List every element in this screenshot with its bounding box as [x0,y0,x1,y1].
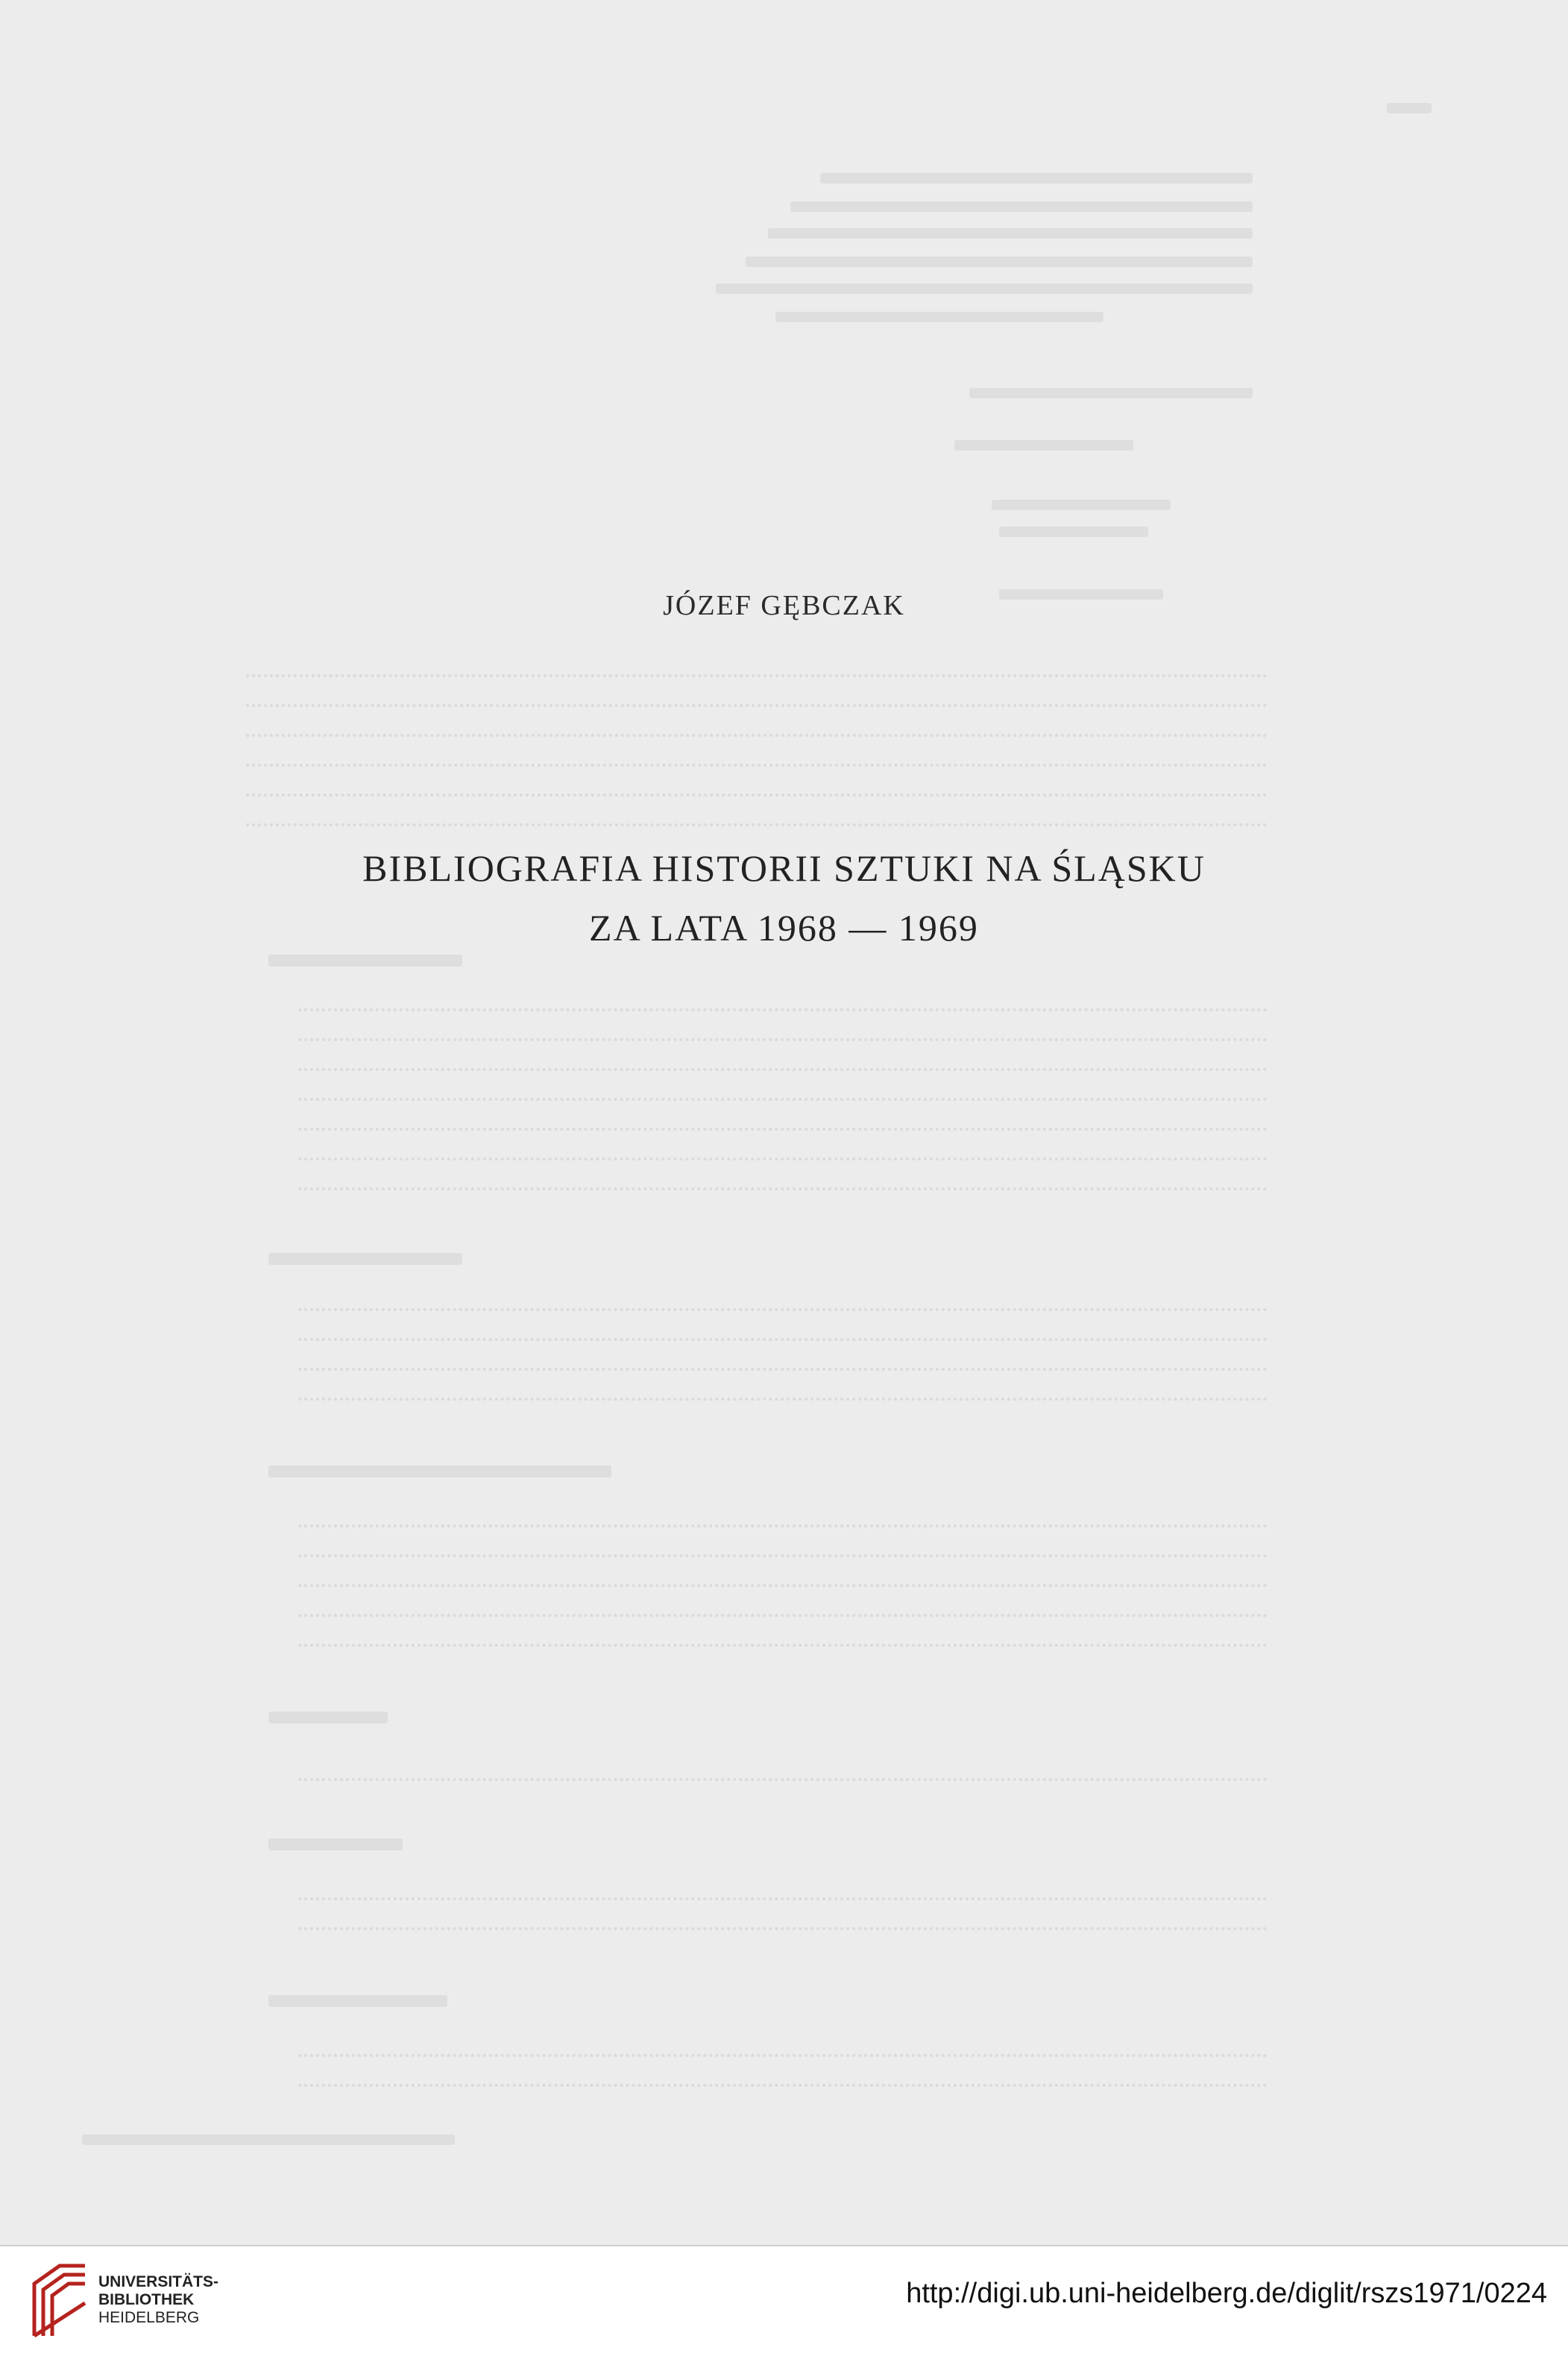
author-name: JÓZEF GĘBCZAK [663,590,905,621]
document-title-line-2: ZA LATA 1968 — 1969 [589,907,979,949]
library-logo-text[interactable] [98,2273,218,2327]
logo-line-1: UNIVERSITÄTS- [98,2273,219,2290]
logo-line-3: HEIDELBERG [98,2309,200,2326]
library-logo-icon[interactable] [30,2263,91,2340]
library-footer [0,2245,1568,2359]
permalink-url[interactable]: http://digi.ub.uni-heidelberg.de/diglit/rszs1971/0224 [906,2278,1547,2309]
document-title-line-1: BIBLIOGRAFIA HISTORII SZTUKI NA ŚLĄSKU [362,847,1206,889]
logo-line-2: BIBLIOTHEK [98,2291,195,2308]
